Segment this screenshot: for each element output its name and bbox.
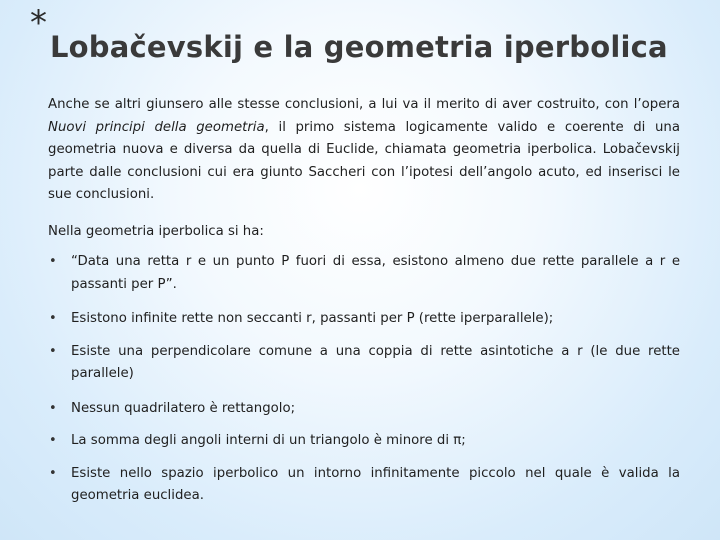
bullet-item xyxy=(48,463,680,508)
bullet-lead: Nella geometria iperbolica si ha: xyxy=(48,223,264,239)
bullet-icon: • xyxy=(49,311,57,326)
bullet-item xyxy=(48,308,680,331)
bullet-text: Esistono infinite rette non seccanti r, passanti per P (rette iperparallele); xyxy=(71,311,554,326)
bullet-icon: • xyxy=(49,400,57,416)
bullet-text: La somma degli angoli interni di un triangolo è minore di π; xyxy=(71,433,466,448)
bullet-text: “Data una retta r e un punto P fuori di essa, esistono almeno due rette parallele a r e passanti per P”. xyxy=(71,254,680,292)
slide-content xyxy=(48,94,680,508)
bullet-item xyxy=(48,430,680,453)
bullet-item xyxy=(48,398,680,421)
book-title: Nuovi principi della geometria xyxy=(48,119,265,135)
bullet-text: Esiste nello spazio iperbolico un intorno infinitamente piccolo nel quale è valida la geometria euclidea. xyxy=(71,465,680,503)
bullet-icon: • xyxy=(49,343,57,359)
bullet-text: Esiste una perpendicolare comune a una coppia di rette asintotiche a r (le due rette parallele) xyxy=(71,343,680,381)
intro-paragraph xyxy=(48,94,680,207)
slide-title-text: Lobačevskij e la geometria iperbolica xyxy=(50,30,668,64)
intro-text-end: , il primo sistema logicamente valido e coerente di una geometria nuova e diversa da quella di Euclide, chiamata geometria iperbolica. Lobačevskij parte dalle conclusioni cui era giunto Saccheri con l’ipotesi dell’angolo acuto, ed inserisci le sue conclusioni. xyxy=(48,119,680,202)
bullet-item xyxy=(48,251,680,296)
bullet-item xyxy=(48,341,680,386)
intro-text-start: Anche se altri giunsero alle stesse conclusioni, a lui va il merito di aver costruito, con l’opera xyxy=(48,97,680,112)
bullet-icon: • xyxy=(49,254,57,269)
bullet-icon: • xyxy=(49,433,57,448)
bullet-icon: • xyxy=(49,465,57,481)
title-asterisk: * xyxy=(30,3,47,43)
bullet-text: Nessun quadrilatero è rettangolo; xyxy=(71,400,296,416)
bullet-list xyxy=(48,251,680,508)
